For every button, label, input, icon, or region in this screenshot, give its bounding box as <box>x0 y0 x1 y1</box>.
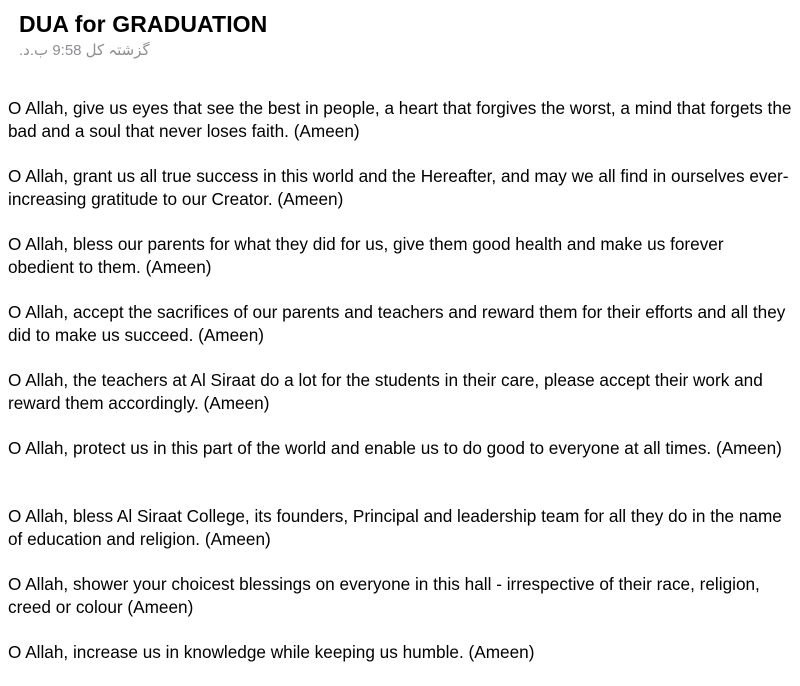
note-title[interactable]: DUA for GRADUATION <box>19 11 268 37</box>
note-body[interactable] <box>8 97 792 686</box>
dua-paragraph[interactable]: O Allah, bless our parents for what they did for us, give them good health and make us forever obedient to them. (Ameen) <box>8 234 724 277</box>
dua-paragraph[interactable]: O Allah, the teachers at Al Siraat do a lot for the students in their care, please accept their work and reward them accordingly. (Ameen) <box>8 370 763 413</box>
dua-paragraph[interactable]: O Allah, bless Al Siraat College, its founders, Principal and leadership team for all they do in the name of education and religion. (Ameen) <box>8 506 782 549</box>
dua-paragraph[interactable]: O Allah, increase us in knowledge while keeping us humble. (Ameen) <box>8 642 535 662</box>
dua-paragraph[interactable]: O Allah, give us eyes that see the best in people, a heart that forgives the worst, a mind that forgets the bad and a soul that never loses faith. (Ameen) <box>8 98 792 141</box>
dua-paragraph[interactable]: O Allah, protect us in this part of the world and enable us to do good to everyone at all times. (Ameen) <box>8 438 782 458</box>
dua-paragraph[interactable]: O Allah, grant us all true success in this world and the Hereafter, and may we all find in ourselves ever-increasing gratitude to our Creator. (Ameen) <box>8 166 789 209</box>
dua-paragraph[interactable]: O Allah, shower your choicest blessings on everyone in this hall - irrespective of their race, religion, creed or colour (Ameen) <box>8 574 760 617</box>
dua-paragraph[interactable]: O Allah, accept the sacrifices of our parents and teachers and reward them for their efforts and all they did to make us succeed. (Ameen) <box>8 302 786 345</box>
note-timestamp: گزشتہ کل 9:58 ب.د. <box>19 42 150 59</box>
